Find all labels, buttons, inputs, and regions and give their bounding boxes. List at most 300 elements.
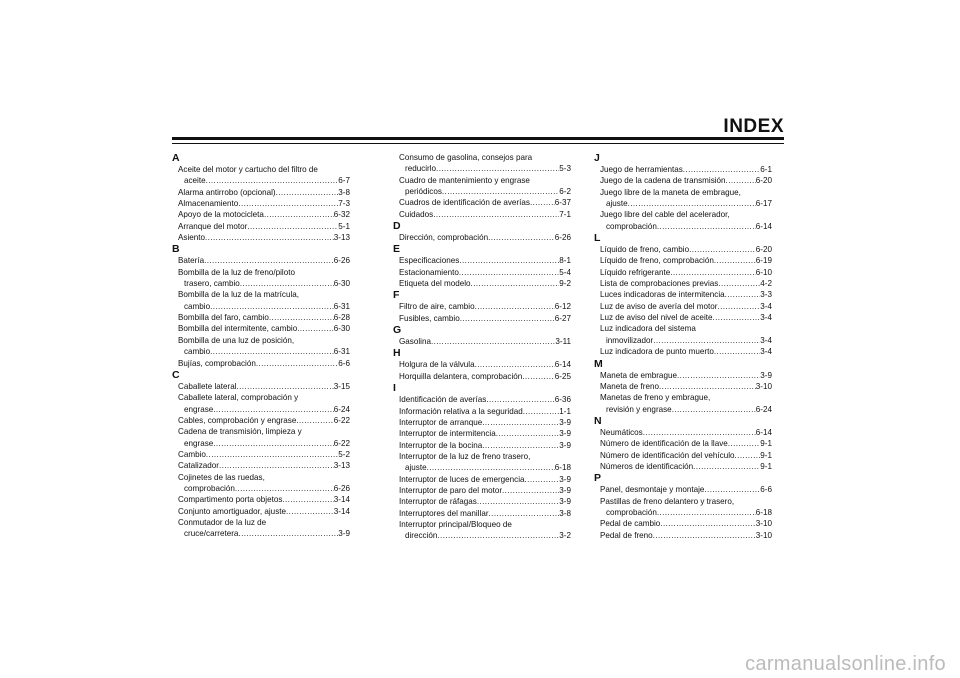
index-entry[interactable] (172, 449, 350, 460)
index-entry[interactable] (172, 221, 350, 232)
entry-text: Números de identificación (600, 461, 694, 471)
entry-text: Caballete lateral, comprobación y (178, 393, 299, 403)
dot-leader (714, 346, 760, 357)
index-entry[interactable] (594, 346, 772, 357)
index-entry[interactable] (393, 197, 571, 208)
index-entry[interactable] (393, 278, 571, 289)
dot-leader (717, 301, 760, 312)
dot-leader (713, 312, 761, 323)
entry-text: Arranque del motor (178, 221, 248, 231)
entry-text: comprobación (606, 221, 657, 231)
index-entry[interactable] (393, 394, 571, 405)
page-number: 9-2 (559, 279, 571, 289)
entry-text: Cojinetes de las ruedas, (178, 472, 265, 482)
dot-leader (496, 428, 560, 439)
entry-text: Luz de aviso del nivel de aceite (600, 313, 713, 323)
index-entry[interactable] (393, 451, 571, 474)
entry-text: Compartimento porta objetos (178, 495, 283, 505)
page-number: 6-27 (554, 313, 571, 323)
page-number: 1-1 (559, 406, 571, 416)
dot-leader (677, 370, 760, 381)
index-letter: G (393, 324, 402, 337)
index-entry[interactable] (594, 187, 772, 210)
entry-text: Juego de herramientas (600, 165, 683, 174)
entry-text: Alarma antirrobo (opcional) (178, 187, 276, 197)
entry-text: Número de identificación del vehículo (600, 450, 735, 460)
index-entry[interactable] (172, 506, 350, 517)
page-number: 3-10 (755, 530, 772, 540)
entry-text: Pedal de freno (600, 530, 653, 540)
title-rule-thin (172, 143, 784, 144)
dot-leader (489, 508, 560, 519)
page-number: 6-20 (755, 176, 772, 186)
dot-leader (718, 278, 760, 289)
index-entry[interactable] (594, 461, 772, 472)
index-entry[interactable] (594, 323, 772, 346)
dot-leader (213, 404, 334, 415)
dot-leader (205, 232, 334, 243)
page-number: 6-20 (755, 245, 772, 255)
dot-leader (726, 175, 756, 186)
page-number: 3-2 (559, 531, 571, 541)
index-entry[interactable] (594, 450, 772, 461)
dot-leader (628, 198, 756, 209)
index-entry[interactable] (393, 440, 571, 451)
page-number: 6-30 (333, 279, 350, 289)
dot-leader (653, 530, 756, 541)
page-number: 6-26 (554, 233, 571, 243)
index-letter: A (172, 152, 180, 164)
entry-text: comprobación (184, 483, 235, 493)
dot-leader (431, 336, 555, 347)
watermark: carmanualsonline.info (745, 653, 946, 675)
index-letter: J (594, 152, 600, 164)
entry-text: Interruptor de arranque (399, 417, 483, 427)
page-number: 6-14 (755, 427, 772, 437)
entry-text: Caballete lateral (178, 381, 237, 391)
page-number: 3-10 (755, 381, 772, 391)
page-number: 3-9 (559, 440, 571, 450)
dot-leader (206, 449, 338, 460)
dot-leader (238, 198, 338, 209)
index-letter: M (594, 357, 603, 370)
index-entry[interactable] (393, 175, 571, 198)
entry-text: Almacenamiento (178, 199, 239, 209)
entry-text: trasero, cambio (184, 279, 240, 289)
dot-leader (269, 312, 334, 323)
dot-leader (206, 175, 339, 186)
dot-leader (660, 518, 756, 529)
entry-text: Interruptor de paro del motor (399, 485, 503, 495)
page-number: 3-9 (559, 474, 571, 484)
index-entry[interactable] (393, 255, 571, 266)
page-number: 6-22 (333, 415, 350, 425)
index-entry[interactable] (594, 312, 772, 323)
index-entry[interactable] (172, 323, 350, 334)
dot-leader (240, 278, 334, 289)
index-entry[interactable] (172, 187, 350, 198)
index-entry[interactable] (393, 428, 571, 439)
entry-text: Bombilla de una luz de posición, (178, 335, 295, 345)
entry-text: Cuidados (399, 209, 434, 219)
index-entry[interactable] (594, 370, 772, 381)
entry-text: ajuste (606, 199, 628, 209)
index-entry[interactable] (393, 519, 571, 542)
dot-leader (459, 267, 559, 278)
entry-text: Juego de la cadena de transmisión (600, 176, 726, 186)
page-number: 6-17 (755, 199, 772, 209)
index-column-1 (172, 152, 350, 540)
dot-leader (488, 232, 555, 243)
entry-text: Catalizador (178, 461, 219, 471)
dot-leader (728, 438, 761, 449)
index-letter: B (172, 243, 180, 256)
entry-text: Especificaciones (399, 256, 460, 266)
dot-leader (689, 244, 756, 255)
page-number: 9-1 (760, 439, 772, 449)
entry-text: Batería (178, 256, 205, 266)
index-letter: D (393, 220, 401, 233)
entry-text: aceite (184, 176, 206, 186)
entry-text: cruce/carretera (184, 529, 239, 539)
index-entry[interactable] (172, 312, 350, 323)
page-number: 6-6 (338, 358, 350, 368)
entry-text: dirección (405, 531, 438, 541)
page-number: 6-12 (554, 302, 571, 312)
entry-text: Holgura de la válvula (399, 360, 475, 370)
entry-text: Fusibles, cambio (399, 313, 460, 323)
entry-text: Luz de aviso de avería del motor (600, 301, 718, 311)
index-letter: E (393, 243, 401, 256)
dot-leader (502, 485, 559, 496)
page-number: 3-9 (559, 485, 571, 495)
page-number: 3-14 (333, 495, 350, 505)
index-column-2 (393, 152, 571, 542)
dot-leader (247, 221, 338, 232)
entry-text: inmovilizador (606, 335, 654, 345)
index-letter: C (172, 368, 180, 381)
page-number: 6-26 (333, 256, 350, 266)
page-title: INDEX (723, 116, 784, 137)
dot-leader (525, 474, 560, 485)
index-column-3 (594, 152, 772, 541)
entry-text: engrase (184, 404, 214, 414)
entry-text: Maneta de embrague (600, 370, 677, 380)
page-number: 3-3 (760, 290, 772, 300)
dot-leader (459, 255, 559, 266)
page-number: 6-6 (760, 485, 772, 495)
index-entry[interactable] (594, 484, 772, 495)
page-number: 6-14 (755, 221, 772, 231)
entry-text: Información relativa a la seguridad (399, 406, 523, 416)
index-entry[interactable] (172, 517, 350, 540)
dot-leader (482, 417, 559, 428)
index-letter: F (393, 289, 400, 302)
entry-text: revisión y engrase (606, 404, 672, 414)
page-number: 3-9 (559, 497, 571, 507)
page-number: 6-25 (554, 371, 571, 381)
dot-leader (296, 415, 333, 426)
page-number: 6-24 (755, 404, 772, 414)
index-entry[interactable] (594, 427, 772, 438)
entry-text: Filtro de aire, cambio (399, 302, 475, 312)
index-entry[interactable] (393, 406, 571, 417)
dot-leader (264, 209, 334, 220)
dot-leader (714, 255, 756, 266)
page-number: 3-14 (333, 506, 350, 516)
index-entry[interactable] (393, 371, 571, 382)
index-entry[interactable] (594, 530, 772, 541)
entry-text: Panel, desmontaje y montaje (600, 485, 705, 495)
dot-leader (693, 461, 760, 472)
index-entry[interactable] (594, 496, 772, 519)
index-entry[interactable] (393, 267, 571, 278)
index-entry[interactable] (172, 198, 350, 209)
title-rule-thick (172, 137, 784, 140)
entry-text: Neumáticos (600, 427, 643, 437)
dot-leader (286, 506, 334, 517)
entry-text: Interruptor de la luz de freno trasero, (399, 451, 531, 461)
page-number: 7-1 (559, 209, 571, 219)
dot-leader (522, 371, 555, 382)
dot-leader (735, 450, 761, 461)
page-number: 6-19 (755, 256, 772, 266)
entry-text: Asiento (178, 233, 205, 243)
page-number: 4-2 (760, 279, 772, 289)
page-number: 9-1 (760, 461, 772, 471)
dot-leader (670, 267, 756, 278)
entry-text: cambio (184, 301, 211, 311)
dot-leader (437, 530, 559, 541)
index-letter: N (594, 414, 602, 427)
index-entry[interactable] (594, 267, 772, 278)
dot-leader (643, 427, 756, 438)
dot-leader (297, 323, 334, 334)
index-entry[interactable] (393, 417, 571, 428)
page-number: 3-9 (338, 529, 350, 539)
index-entry[interactable] (594, 278, 772, 289)
entry-text: Conmutador de la luz de (178, 517, 267, 527)
index-entry[interactable] (172, 392, 350, 415)
entry-text: Luces indicadoras de intermitencia (600, 290, 725, 300)
dot-leader (282, 494, 333, 505)
entry-text: Horquilla delantera, comprobación (399, 371, 523, 381)
index-entry[interactable] (172, 415, 350, 426)
entry-text: Etiqueta del modelo (399, 279, 471, 289)
page-number: 5-1 (338, 221, 350, 231)
page-number: 9-1 (760, 450, 772, 460)
page-number: 6-26 (333, 483, 350, 493)
entry-text: Líquido refrigerante (600, 267, 671, 277)
index-entry[interactable] (172, 209, 350, 220)
index-entry[interactable] (594, 289, 772, 300)
entry-text: Gasolina (399, 337, 431, 347)
page-number: 3-15 (333, 381, 350, 391)
entry-text: Interruptor de luces de emergencia (399, 474, 525, 484)
entry-text: Cambio (178, 449, 206, 459)
index-entry[interactable] (172, 289, 350, 312)
page-number: 3-10 (755, 519, 772, 529)
page-number: 3-8 (559, 508, 571, 518)
page-number: 3-4 (760, 347, 772, 357)
index-entry[interactable] (172, 494, 350, 505)
index-entry[interactable] (393, 485, 571, 496)
dot-leader (238, 528, 338, 539)
index-letter: H (393, 347, 401, 360)
page-number: 3-4 (760, 313, 772, 323)
dot-leader (276, 187, 339, 198)
index-entry[interactable] (172, 381, 350, 392)
dot-leader (653, 335, 760, 346)
index-entry[interactable] (172, 232, 350, 243)
index-entry[interactable] (594, 244, 772, 255)
entry-text: Luz indicadora del sistema (600, 324, 696, 334)
index-entry[interactable] (594, 518, 772, 529)
entry-text: Bombilla de la luz de freno/piloto (178, 267, 295, 277)
index-entry[interactable] (172, 267, 350, 290)
index-entry[interactable] (393, 232, 571, 243)
dot-leader (204, 255, 334, 266)
index-entry[interactable] (393, 474, 571, 485)
dot-leader (659, 381, 756, 392)
entry-text: Interruptor de ráfagas (399, 497, 477, 507)
index-letter: L (594, 232, 601, 245)
dot-leader (477, 496, 559, 507)
page-number: 6-31 (333, 347, 350, 357)
dot-leader (657, 221, 756, 232)
dot-leader (256, 358, 338, 369)
index-entry[interactable] (172, 426, 350, 449)
page-number: 6-37 (554, 198, 571, 208)
dot-leader (442, 186, 559, 197)
page-number: 3-9 (760, 370, 772, 380)
index-entry[interactable] (594, 164, 772, 175)
page-number: 6-18 (554, 463, 571, 473)
index-entry[interactable] (393, 359, 571, 370)
entry-text: Identificación de averías (399, 395, 487, 405)
entry-text: Consumo de gasolina, consejos para (399, 153, 533, 162)
index-entry[interactable] (172, 472, 350, 495)
dot-leader (210, 346, 334, 357)
index-letter: P (594, 472, 602, 485)
dot-leader (475, 301, 555, 312)
index-entry[interactable] (594, 381, 772, 392)
page-number: 3-11 (555, 337, 571, 347)
page-number: 6-28 (333, 313, 350, 323)
entry-text: ajuste (405, 463, 427, 473)
dot-leader (219, 460, 334, 471)
entry-text: Maneta de freno (600, 381, 659, 391)
index-entry[interactable] (594, 255, 772, 266)
page-number: 6-2 (559, 187, 571, 197)
page-number: 6-10 (755, 267, 772, 277)
dot-leader (683, 164, 761, 175)
index-entry[interactable] (594, 438, 772, 449)
page-number: 6-32 (333, 210, 350, 220)
page-number: 8-1 (559, 256, 571, 266)
dot-leader (213, 438, 334, 449)
dot-leader (471, 278, 560, 289)
page-number: 6-7 (338, 176, 350, 186)
index-entry[interactable] (393, 313, 571, 324)
entry-text: Apoyo de la motocicleta (178, 210, 264, 220)
page-number: 6-31 (333, 301, 350, 311)
page-number: 6-22 (333, 438, 350, 448)
entry-text: Estacionamiento (399, 267, 459, 277)
index-entry[interactable] (393, 508, 571, 519)
dot-leader (672, 404, 756, 415)
index-letter: I (393, 382, 396, 395)
index-entry[interactable] (172, 255, 350, 266)
index-entry[interactable] (172, 164, 350, 187)
entry-text: Lista de comprobaciones previas (600, 279, 719, 289)
index-entry[interactable] (172, 335, 350, 358)
entry-text: Interruptores del manillar (399, 508, 489, 518)
entry-text: periódicos (405, 187, 442, 197)
entry-text: Juego libre del cable del acelerador, (600, 210, 730, 220)
dot-leader (530, 197, 555, 208)
dot-leader (433, 209, 559, 220)
page-number: 3-9 (559, 417, 571, 427)
entry-text: Líquido de freno, cambio (600, 245, 690, 255)
page-number: 3-13 (333, 461, 350, 471)
page-number: 6-1 (760, 165, 772, 174)
index-entry[interactable] (172, 460, 350, 471)
entry-text: comprobación (606, 507, 657, 517)
page-number: 5-2 (338, 449, 350, 459)
dot-leader (210, 301, 334, 312)
page-number: 3-9 (559, 429, 571, 439)
dot-leader (436, 163, 559, 174)
page-number: 6-18 (755, 507, 772, 517)
entry-text: Bombilla del faro, cambio (178, 313, 269, 323)
index-entry[interactable] (393, 496, 571, 507)
index-entry[interactable] (594, 175, 772, 186)
entry-text: Cables, comprobación y engrase (178, 415, 297, 425)
index-entry[interactable] (172, 358, 350, 369)
index-entry[interactable] (393, 336, 571, 347)
index-entry[interactable] (393, 152, 571, 175)
dot-leader (482, 440, 559, 451)
entry-text: Pedal de cambio (600, 519, 661, 529)
index-entry[interactable] (594, 301, 772, 312)
entry-text: engrase (184, 438, 214, 448)
page-number: 6-14 (554, 360, 571, 370)
dot-leader (237, 381, 334, 392)
page-number: 7-3 (338, 199, 350, 209)
dot-leader (657, 507, 756, 518)
entry-text: Pastillas de freno delantero y trasero, (600, 496, 735, 506)
entry-text: Interruptor de la bocina (399, 440, 483, 450)
entry-text: Bujías, comprobación (178, 358, 256, 368)
dot-leader (704, 484, 760, 495)
page-number: 6-24 (333, 404, 350, 414)
entry-text: Líquido de freno, comprobación (600, 256, 714, 266)
dot-leader (523, 406, 560, 417)
entry-text: reducirlo (405, 164, 437, 174)
index-entry[interactable] (393, 301, 571, 312)
entry-text: Interruptor principal/Bloqueo de (399, 519, 512, 529)
index-entry[interactable] (594, 209, 772, 232)
index-entry[interactable] (393, 209, 571, 220)
page-number: 3-4 (760, 335, 772, 345)
entry-text: Número de identificación de la llave (600, 439, 728, 449)
page-number: 3-13 (333, 233, 350, 243)
entry-text: cambio (184, 347, 211, 357)
dot-leader (486, 394, 555, 405)
index-entry[interactable] (594, 392, 772, 415)
dot-leader (460, 313, 555, 324)
